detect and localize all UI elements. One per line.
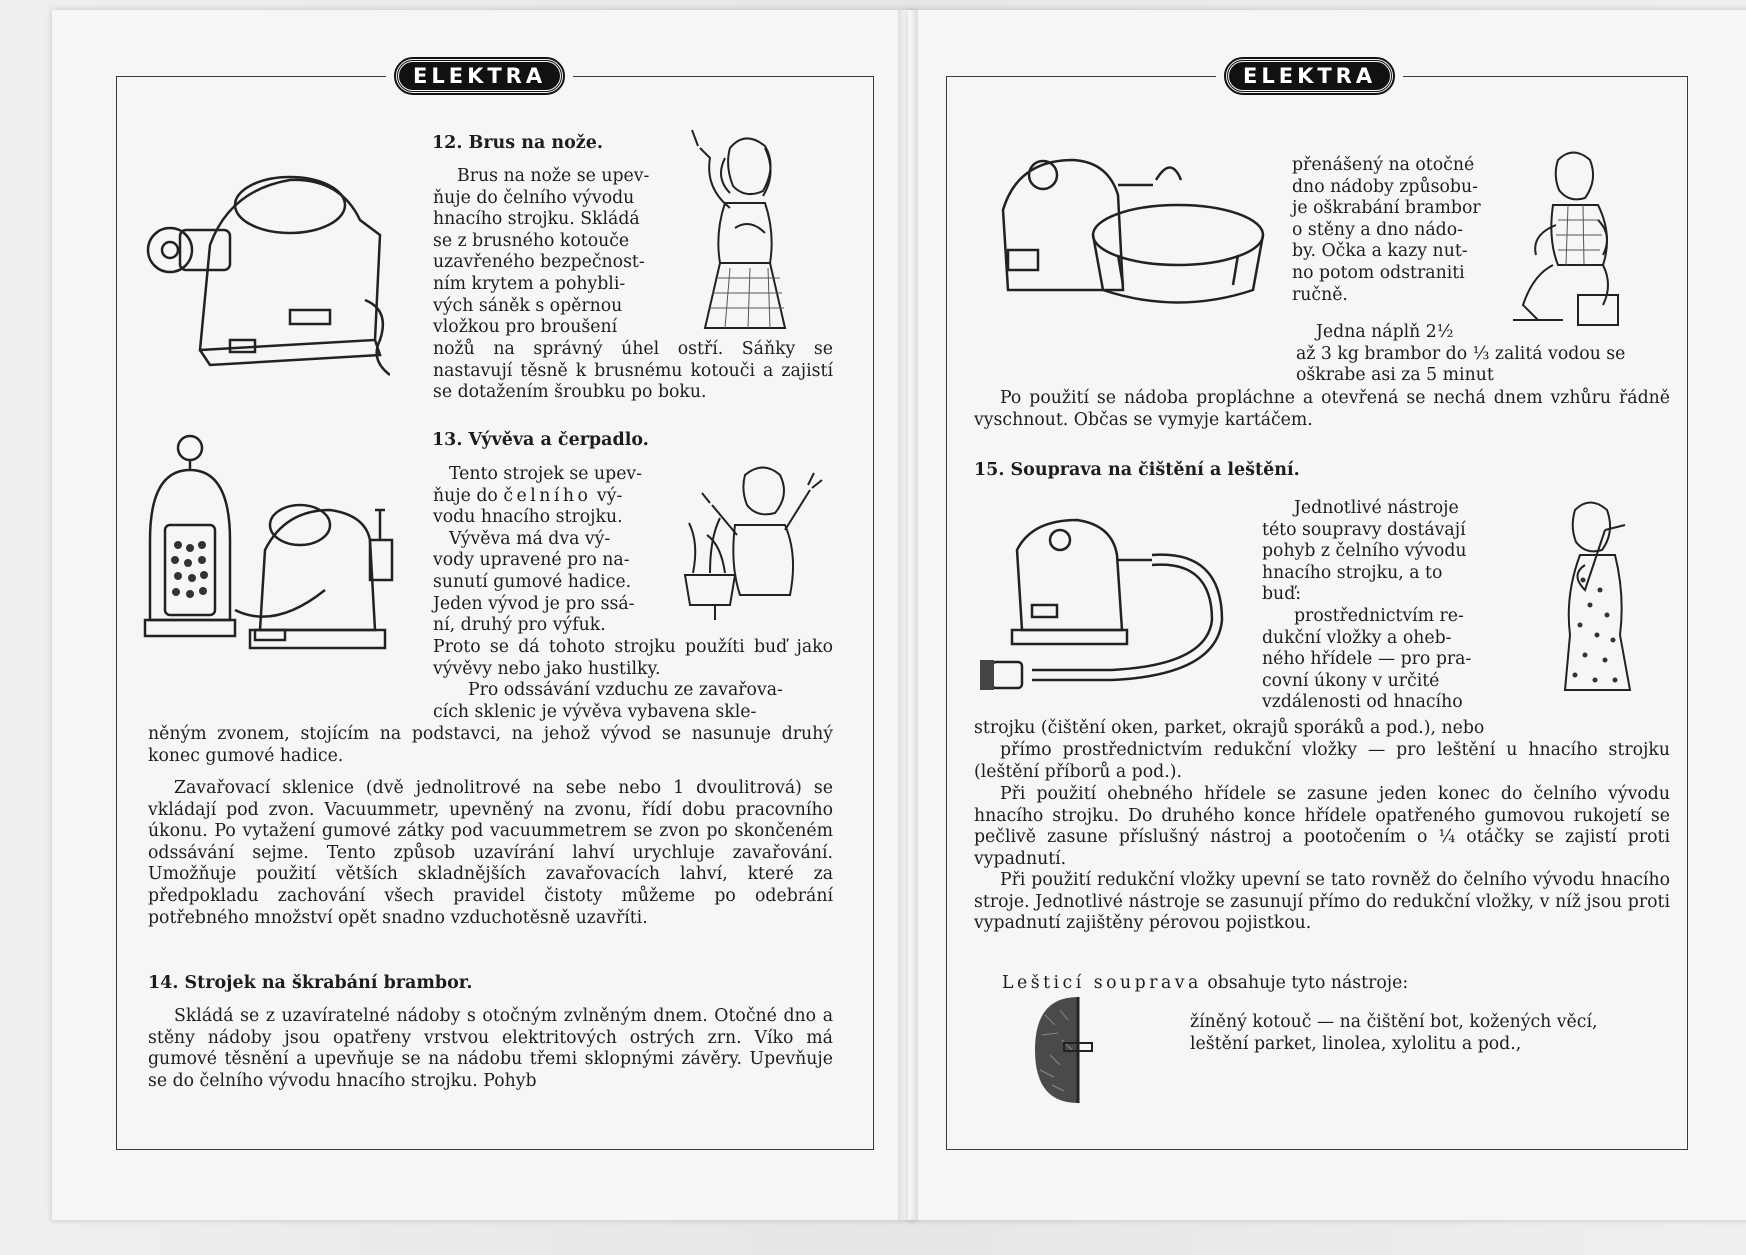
section-14-text: Skládá se z uzavíratelné nádoby s otočným zvlněným dnem. Otočné dno a stěny nádoby jsou opatřeny vrstvou elektritových ostrých zrn. Víko má gumové těsnění a upevňuje se na nádobu třemi sklopnými závěry. Upevňuje se do čelního vývodu hnacího strojku. Pohyb [148, 1006, 833, 1091]
section-13-para-2: Proto se dá tohoto strojku použíti buď jako vývěvy nebo jako hustilky. [433, 637, 833, 679]
r1-line: je oškrabání brambor [1292, 198, 1481, 219]
s13-line: Tento strojek se upev- [449, 464, 643, 484]
s12-line: Brus na nože se upev- [457, 166, 650, 186]
section-13-para-3b: cích sklenic je vývěva vybavena skle- [433, 702, 757, 722]
r1-line: ručně. [1292, 284, 1348, 305]
elektra-logo-left [386, 60, 573, 92]
s15-line: prostřednictvím re- [1294, 605, 1464, 626]
woman-peeling-illustration [1508, 145, 1648, 335]
s15-line: dukční vložky a oheb- [1262, 627, 1452, 648]
s12-line: se z brusného kotouče [433, 230, 630, 251]
horsehair-disc-illustration [1030, 995, 1100, 1105]
r2-line: oškrabe asi za 5 minut [1296, 365, 1494, 386]
s12-line: hnacího strojku. Skládá [433, 209, 640, 230]
s12-line: ňuje do čelního vývodu [433, 187, 635, 208]
section-15-column [1262, 498, 1506, 714]
s12-line: uzavřeného bezpečnost- [433, 252, 645, 273]
section-12-title: 12. Brus na nože. [432, 133, 603, 153]
r1-line: by. Očka a kazy nut- [1292, 241, 1468, 262]
s12-line: vložkou pro broušení [433, 317, 618, 338]
r1-line: no potom odstraniti [1292, 262, 1465, 283]
s13-line: ňuje do čelního vý- [433, 485, 623, 506]
r2-line: až 3 kg brambor do ⅓ zalitá vodou se [1296, 343, 1626, 364]
potato-cont-column [1292, 155, 1502, 306]
s13-line: Jeden vývod je pro ssá- [433, 593, 635, 614]
s15-line: pohyb z čelního vývodu [1262, 541, 1467, 562]
r2-line: Jedna náplň 2½ [1316, 322, 1454, 342]
s13-line: vody upravené pro na- [433, 550, 630, 571]
kit-item: leštění parket, linolea, xylolitu a pod., [1190, 1033, 1522, 1054]
section-15-tail: strojku (čištění oken, parket, okrajů sporáků a pod.), nebo [974, 718, 1485, 738]
book-gutter [898, 10, 918, 1220]
r1-line: přenášený na otočné [1292, 155, 1475, 175]
polishing-kit-illustration [972, 510, 1252, 710]
section-12-column [433, 166, 707, 339]
section-13-para-4: Zavařovací sklenice (dvě jednolitrové na sebe nebo 1 dvoulitrová) se vkládají pod zvon. Vacuummetr, upevněný na zvonu, řídí dobu pracovního úkonu. Po vytažení gumové zátky pod vacuummetrem se zvon po skončeném odssávání sejme. Tento způsob uzavírání lahví urychluje zavařování. Umožňuje použití větších skladnějších zavařovacích lahví, které za předpokladu zachování všech pravidel čistoty můžeme po odebrání potřebného množství opět snadno vzduchotěsně uzavříti. [148, 778, 833, 928]
logo-text: ELEKTRA [396, 59, 563, 93]
section-13-title: 13. Vývěva a čerpadlo. [432, 430, 649, 450]
s15-line: této soupravy dostávají [1262, 519, 1466, 540]
s13-line: sunutí gumové hadice. [433, 571, 632, 592]
vacuum-pump-illustration [140, 430, 410, 660]
section-15-para-3: Při použití ohebného hřídele se zasune jeden konec do čelního vývodu hnacího strojku. Do druhého konce hřídele opatřeného gumovou rukojetí se pečlivě zasune příslušný nástroj a pootočením o ¼ otáčky se zajistí proti vypadnutí. [974, 784, 1670, 869]
section-13-para-3c: něným zvonem, stojícím na podstavci, na jehož vývod se nasunuje druhý konec gumové hadice. [148, 724, 833, 766]
s15-line: covní úkony v určité [1262, 670, 1440, 691]
section-15-para-2: přímo prostřednictvím redukční vložky — pro leštění u hnacího strojku (leštění příborů a pod.). [974, 740, 1670, 782]
kit-item: žíněný kotouč — na čištění bot, kožených věcí, [1190, 1012, 1598, 1032]
s15-line: Jednotlivé nástroje [1294, 498, 1459, 518]
kit-label: Lešticí souprava [1002, 973, 1202, 993]
s13-line: ní, druhý pro výfuk. [433, 615, 606, 636]
woman-startled-illustration [675, 455, 825, 625]
elektra-logo-right [1216, 60, 1403, 92]
section-13-para-3a: Pro odssávání vzduchu ze zavařova- [468, 680, 783, 700]
s12-line: ním krytem a pohybli- [433, 273, 626, 294]
woman-knife-illustration [690, 128, 810, 338]
section-14-title: 14. Strojek na škrabání brambor. [148, 973, 473, 993]
s13-line: Vývěva má dva vý- [449, 528, 611, 549]
knife-grinder-illustration [140, 150, 390, 380]
section-13-column [433, 464, 693, 637]
r1-line: o stěny a dno nádo- [1292, 219, 1463, 240]
potato-cleaning: Po použití se nádoba propláchne a otevřená se nechá dnem vzhůru řádně vyschnout. Občas se vymyje kartáčem. [974, 388, 1670, 430]
section-12-tail: nožů na správný úhel ostří. Sáňky se nastavují těsně k brusnému kotouči a zajistí se dotažením šroubku po boku. [433, 339, 833, 403]
s13-line: vodu hnacího strojku. [433, 507, 623, 528]
polishing-kit-heading [1002, 973, 1602, 995]
section-15-title: 15. Souprava na čištění a leštění. [974, 460, 1300, 480]
kit-label-rest: obsahuje tyto nástroje: [1207, 973, 1409, 993]
s15-line: vzdálenosti od hnacího [1262, 692, 1463, 713]
r1-line: dno nádoby způsobu- [1292, 176, 1478, 197]
s15-line: hnacího strojku, a to [1262, 562, 1443, 583]
kit-items [1190, 1012, 1670, 1055]
s12-line: vých sáněk s opěrnou [433, 295, 623, 316]
logo-text: ELEKTRA [1226, 59, 1393, 93]
section-15-para-4: Při použití redukční vložky upevní se tato rovněž do čelního vývodu hnacího stroje. Jednotlivé nástroje se zasunují přímo do redukční vložky, v níž jsou proti vypadnutí zajištěny pérovou pojistkou. [974, 870, 1670, 934]
woman-polishing-illustration [1545, 490, 1655, 700]
s15-line: ného hřídele — pro pra- [1262, 649, 1472, 670]
potato-capacity [1296, 322, 1676, 387]
potato-peeler-illustration [978, 140, 1268, 310]
s15-line: buď: [1262, 584, 1302, 605]
